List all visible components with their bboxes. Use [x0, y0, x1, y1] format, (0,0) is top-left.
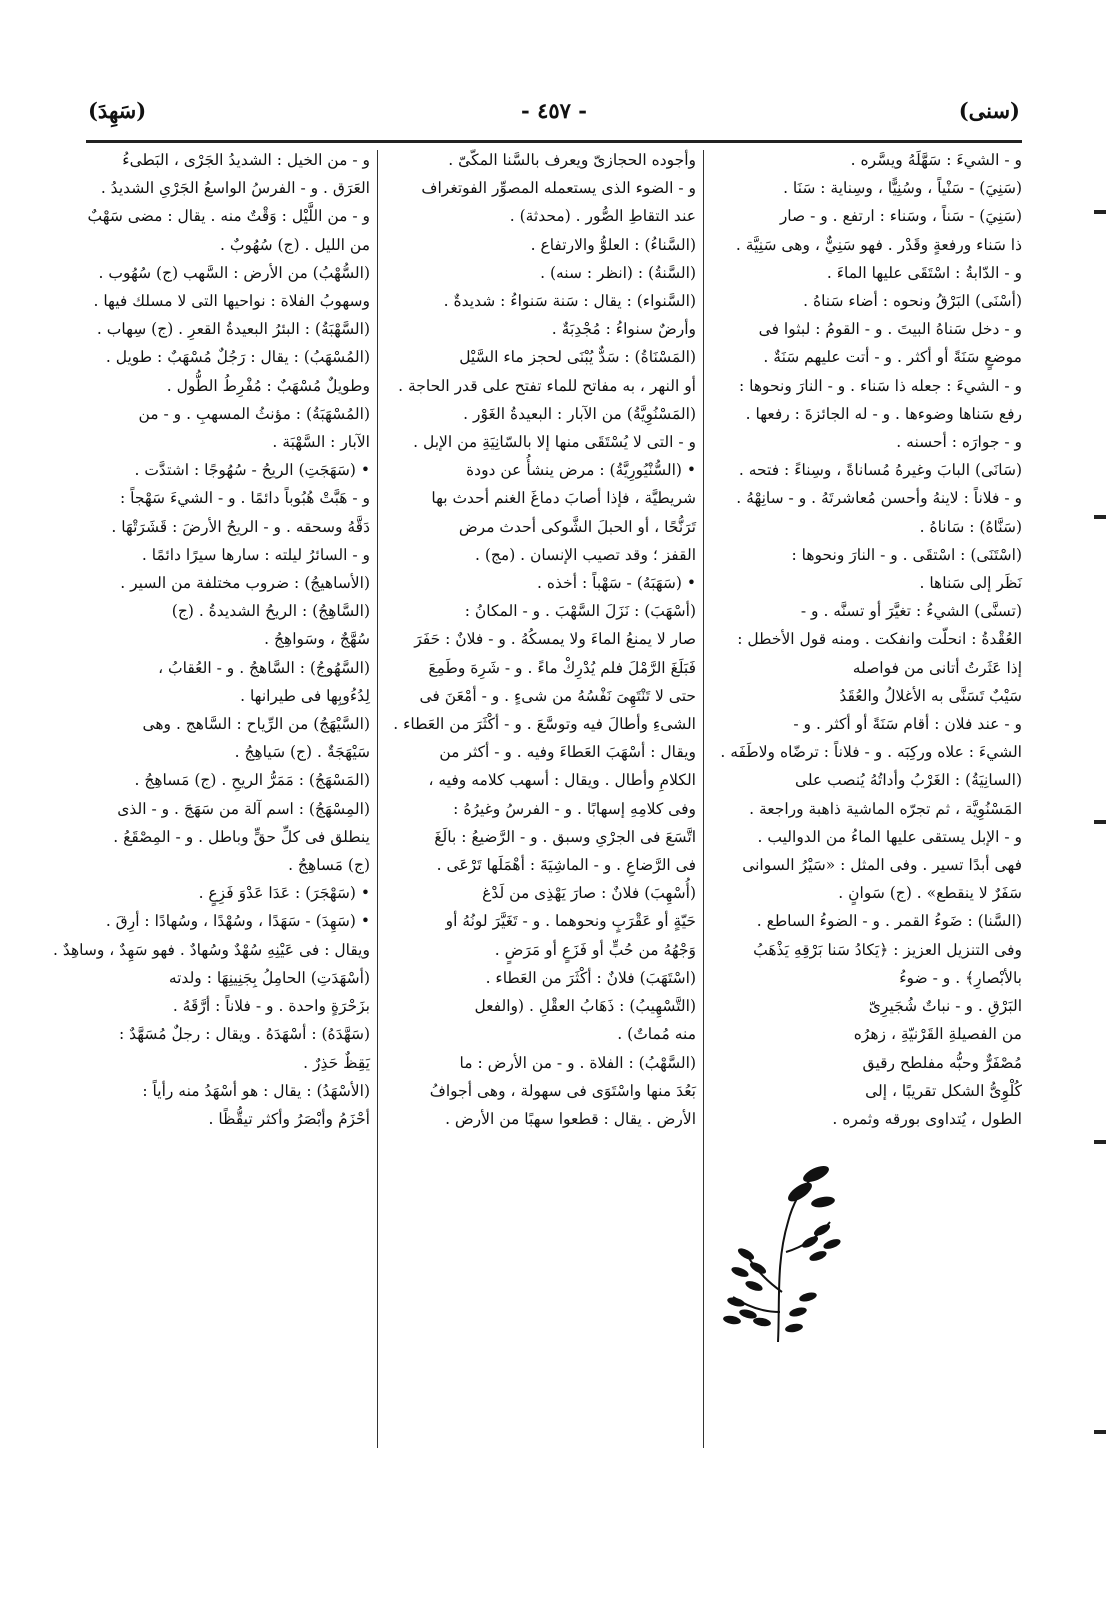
entry-line: (المِسْهَجُ) : اسم آلة من سَهَجَ . و - الذى [117, 799, 370, 818]
entry-line: و - الشيءَ : سَهَّلَهُ ويسَّره . [850, 151, 1022, 169]
margin-mark [1094, 1140, 1106, 1144]
entry-line: (سَانَى) البابَ وغيرهُ مُساناةً ، وسِناءً : فتحه . [738, 461, 1022, 480]
header-entry-start: (سنى) [958, 98, 1020, 123]
entry-line: أحْزَمُ وأبْصَرُ وأكثر تيقُّظًا . [208, 1109, 370, 1128]
entry-line: بالأبْصارِ﴾ . و - ضوءُ [899, 968, 1022, 987]
entry-line: إذا عَثَرتُ أتانى من فواصله [852, 658, 1022, 677]
entry-line: و - السائرُ ليلته : سارها سيرًا دائمًا . [141, 545, 370, 564]
entry-line: و - هَبَّتْ هُبُوباً دائمًا . و - الشيءَ سَهْجاً : [120, 489, 370, 508]
entry-line: موضعٍ سَنَةً أو أكثر . و - أتت عليهم سَنَةٌ . [763, 348, 1022, 367]
column-divider [703, 150, 704, 1448]
entry-line: (السُّهْبُ) من الأرض : السَّهب (ج) سُهُوب . [98, 263, 370, 282]
entry-line: (السَّيْهَجُ) من الرِّياح : السَّاهج . وهى [142, 715, 370, 734]
entry-line: من الفصيلةِ القَرْنيّةِ ، زهرُه [853, 1025, 1022, 1044]
entry-line: يَقِظٌ حَذِرٌ . [303, 1053, 370, 1072]
entry-line: عند التقاطِ الصُّور . (محدثة) . [509, 207, 696, 226]
entry-line: و - الشيءَ : جعله ذا سَناء . و - النارَ ونحوها : [738, 376, 1022, 395]
entry-line: وأرضٌ سنواءُ : مُجْدِبَةٌ . [551, 320, 696, 339]
entry-line: صار لا يمنعُ الماءَ ولا يمسكُهُ . و - فلانٌ : حَفَرَ [414, 630, 696, 649]
entry-line: المَسْنُوِيَّة ، ثم تجرّه الماشية ذاهبة وراجعة . [749, 799, 1022, 818]
entry-line: بَعُدَ منها واسْتَوَى فى سهولة ، وهى أجوافُ [429, 1081, 696, 1100]
entry-line: شريطيَّة ، فإذا أصابَ دماغَ الغنم أحدث بها [431, 489, 696, 508]
entry-line: (سَنَّاهُ) : سَاناهُ . [919, 517, 1022, 536]
entry-line: (الأسْهَدُ) : يقال : هو أسْهَدُ منه رأياً : [142, 1081, 370, 1100]
entry-line: • (سَهَجَتِ) الريحُ - سُهُوجًا : اشتدَّت . [134, 461, 370, 480]
entry-line: (أسْهَبَ) : نَزَلَ السَّهْبَ . و - المكانُ : [464, 602, 696, 621]
entry-line: (السَّنةُ) : (انظر : سنه) . [540, 263, 696, 282]
entry-line: سُهَّجٌ ، وسَواهِجُ . [264, 630, 370, 649]
entry-line: اتَّسَعَ فى الجرْىِ وسبق . و - الرَّضيعُ : بالَغَ [434, 827, 696, 846]
entry-line: (ج) مَساهِجُ . [288, 856, 370, 875]
entry-line: (تسنَّى) الشيءُ : تغيَّرَ أو تسنَّه . و - [800, 602, 1022, 621]
entry-line: (السانِيَةُ) : الغَرْبُ وأداتُهُ يُنصب على [794, 771, 1022, 790]
entry-line: وَجْهُهُ من حُبٍّ أو فَزَعٍ أو مَرَضٍ . [494, 940, 696, 959]
entry-line: و - الضوء الذى يستعمله المصوِّر الفوتغراف [421, 179, 696, 198]
column-right [710, 146, 1022, 1448]
entry-line: (أسْنَى) البَرْقُ ونحوه : أضاء سَناهُ . [803, 292, 1022, 311]
dictionary-columns [53, 146, 1022, 1448]
margin-mark [1094, 210, 1106, 214]
header-entry-end: (سَهِدَ) [88, 98, 147, 123]
entry-line: (سَهَّدَهُ) : أسْهَدَهُ . ويقال : رجلٌ مُسَهَّدٌ : [118, 1025, 370, 1044]
entry-line: (اسْتَهَبَ) فلانٌ : أكْثَرَ من العَطاء . [485, 968, 696, 987]
page-number: - ٤٥٧ - [521, 98, 587, 123]
entry-line: وأجوده الحجازىّ ويعرف بالسَّنا المكّىّ . [448, 151, 696, 169]
entry-line: رفع سَناها وضوءها . و - له الجائزةَ : رفعها . [745, 404, 1022, 423]
entry-line: البَرْقِ . و - نباتٌ شُجَيرِىّ [868, 997, 1022, 1016]
entry-line: (المُسْهَبَةُ) : مؤنثُ المسهبِ . و - من [138, 404, 370, 423]
entry-line: ينطلق فى كلِّ حقٍّ وباطل . و - المِصْقَعُ . [113, 827, 370, 846]
entry-line: ويقال : فى عَيْنِهِ سُهْدٌ وسُهادٌ . فهو سَهِدٌ ، وساهِدٌ . [53, 940, 370, 959]
entry-line: مُصْفَرٌّ وحبُّه مفلطح رقيق [862, 1053, 1022, 1072]
entry-line: و - دخل سَناهُ البيتَ . و - القومُ : لبثوا فى [758, 320, 1022, 339]
header-rule [86, 140, 1022, 143]
entry-line: و - التى لا يُسْتَقَى منها إلا بالسّانِيَةِ من الإبل . [413, 433, 696, 452]
entry-line: حتى لا تَنْتَهِىَ نَفْسُهُ من شىءٍ . و - أمْعَنَ فى [419, 686, 696, 705]
entry-line: الشيءَ : علاه وركِبَه . و - فلاناً : ترضّاه ولاطَفَه . [720, 743, 1022, 762]
entry-line: (السَّنا) : ضَوءُ القمر . و - الضوءُ الساطع . [756, 912, 1022, 931]
column-divider [377, 150, 378, 1448]
entry-line: منه مُماتٌ) . [617, 1025, 696, 1044]
entry-line: • (السُّنْيُورِيَّةُ) : مرض ينشأُ عن دودة [466, 461, 696, 480]
entry-line: ذا سَناء ورفعةٍ وقَدْر . فهو سَنِيٌّ ، وهى سَنِيَّة . [735, 235, 1022, 254]
entry-line: فى الرَّضاعِ . و - الماشِيَةَ : أهْمَلَها تَرْعَى . [436, 856, 696, 875]
page-header [88, 98, 1020, 138]
entry-line: (المَسْنَاةُ) : سَدٌّ يُبْنَى لحجز ماء السَّيْل [459, 348, 696, 367]
entry-line: و - فلاناً : لاينهُ وأحسن مُعاشرتَهُ . و - سانِهْهُ . [736, 489, 1022, 508]
entry-line: الأرض . يقال : قطعوا سهبًا من الأرض . [445, 1109, 696, 1128]
entry-line: (السَّهْبُ) : الفلاة . و - من الأرض : ما [459, 1053, 696, 1072]
entry-line: وفى التنزيل العزيز : ﴿يَكادُ سَنا بَرْقِهِ يَذْهَبُ [753, 940, 1022, 959]
entry-line: (سَنِيَ) - سَنْياً ، وسُنِيًّا ، وسِناية : سَنَا . [783, 179, 1022, 198]
entry-line: حَيّةٍ أو عَقْرَبٍ ونحوهما . و - تَغَيَّرَ لونُهُ أو [445, 912, 696, 931]
entry-line: و - جوارَه : أحسنه . [896, 433, 1022, 452]
entry-line: و - من الخيل : الشديدُ الجَرْى ، البَطىءُ [122, 151, 370, 169]
entry-line: بزَحْرَةٍ واحدة . و - فلاناً : أرَّقَهُ . [172, 997, 370, 1016]
entry-line: وطويلٌ مُسْهَبٌ : مُفْرِطُ الطُّول . [166, 376, 370, 395]
entry-line: القفز ؛ وقد تصيب الإنسان . (مج) . [474, 545, 696, 564]
entry-line: • (سَهْجَرَ) : عَدَا عَدْوَ فَزِعٍ . [198, 884, 370, 903]
entry-line: سَيْهَجَةٌ . (ج) سَياهِجُ . [234, 743, 370, 762]
entry-line: (الأساهيجُ) : ضروب مختلفة من السير . [120, 574, 370, 593]
entry-line: (السَّاهِجُ) : الريحُ الشديدةُ . (ج) [171, 602, 370, 621]
margin-mark [1094, 1430, 1106, 1434]
entry-line: الكلامِ وأطال . ويقال : أسهب كلامه وفيه ، [428, 771, 696, 790]
entry-line: أو النهر ، به مفاتح للماء تفتح على قدر الحاجة . [398, 376, 696, 395]
entry-line: (السَّهْبَةُ) : البئرُ البعيدةُ القعرِ . (ج) سِهاب . [96, 320, 370, 339]
entry-line: (سَنِيَ) - سَناً ، وسَناء : ارتفع . و - صار [779, 207, 1022, 226]
entry-line: (اسْتَنَى) : اسْتقَى . و - النارَ ونحوها : [791, 545, 1022, 564]
entry-line: و - من اللَّيْل : وَقْتٌ منه . يقال : مضى سَهْبٌ [87, 207, 370, 226]
entry-line: الشىءِ وأطالَ فيه وتوسَّعَ . و - أكْثَرَ من العَطاء . [393, 715, 696, 734]
entry-line: ويقال : أسْهَبَ العَطاءَ وفيه . و - أكثر من [439, 743, 696, 762]
column-middle [384, 146, 696, 1448]
entry-line: وسهوبُ الفلاة : نواحيها التى لا مسلك فيها . [93, 292, 370, 311]
entry-line: دَقَّهُ وسحقه . و - الريحُ الأرضَ : قَشَرَتْهَا . [111, 517, 370, 536]
entry-line: (السَّنواء) : يقال : سَنة سَنواءُ : شديدةٌ . [443, 292, 696, 311]
entry-line: تَرَنُّحًا ، أو الحبلَ الشَّوكى أحدث مرض [458, 517, 696, 536]
entry-line: (السَّهُوجُ) : السَّاهجُ . و - العُقابُ ، [158, 658, 370, 677]
margin-mark [1094, 515, 1106, 519]
entry-line: من الليل . (ج) سُهُوبٌ . [220, 235, 370, 254]
entry-line: • (سَهَبَهُ) - سَهْباً : أخذه . [537, 574, 696, 593]
entry-line: فَبَلَغَ الرَّمْلَ فلم يُدْرِكْ ماءً . و - شَرِهَ وطَمِعَ [428, 658, 696, 677]
entry-line: نَظَر إلى سَناها . [919, 574, 1022, 593]
entry-line: كُلْوِىُّ الشكل تقريبًا ، إلى [865, 1081, 1022, 1100]
entry-line: (المَسْهَجُ) : مَمَرُّ الريحِ . (ج) مَساهِجُ . [134, 771, 370, 790]
entry-line: الآبار : السَّهْبَة . [272, 433, 370, 452]
entry-line: العَرَق . و - الفرسُ الواسعُ الجَرْىِ الشديدُ . [100, 179, 370, 198]
entry-line: و - الدّابةُ : اسْتَقَى عليها الماءَ . [826, 263, 1022, 282]
entry-line: فهى أبدًا تسير . وفى المثل : «سَيْرُ السوانى [742, 856, 1022, 875]
entry-line: وفى كلامِهِ إسهابًا . و - الفرسُ وغيرُهُ : [453, 799, 696, 818]
entry-line: (المَسْنُوِيَّةُ) من الآبار : البعيدةُ الغَوْر . [463, 404, 696, 423]
entry-line: (المُسْهَبُ) : يقال : رَجُلٌ مُسْهَبٌ : طويل . [105, 348, 370, 367]
entry-line: الطول ، يُتداوى بورقه وثمره . [832, 1109, 1022, 1128]
entry-line: • (سَهِدَ) - سَهَدًا ، وسُهْدًا ، وسُهادًا : أرِقَ . [105, 912, 370, 931]
margin-mark [1094, 820, 1106, 824]
entry-line: (أسْهَدَتِ) الحامِلُ بِجَنِينِهَا : ولدته [168, 968, 370, 987]
entry-line: و - عند فلان : أقام سَنَةً أو أكثر . و - [793, 715, 1022, 734]
entry-line: العُقْدةُ : انحلّت وانفكت . ومنه قول الأخطل : [737, 630, 1022, 649]
entry-line: سَفَرٌ لا ينقطع» . (ج) سَوانٍ . [838, 884, 1022, 903]
entry-line: (السَّناءُ) : العلوُّ والارتفاع . [530, 235, 696, 254]
entry-line: (أُسْهِبَ) فلانٌ : صارَ يَهْذِى من لَدْغ [482, 884, 696, 903]
entry-line: و - الإبل يستقى عليها الماءُ من الدواليب . [757, 827, 1022, 846]
entry-line: لِدُءُوبِها فى طيرانها . [240, 686, 370, 705]
column-left [53, 146, 370, 1448]
entry-line: (التَّسْهِيبُ) : ذَهَابُ العقْلِ . (والفعل [474, 997, 696, 1016]
entry-line: سَيْبٌ تَسَنَّى به الأغلالُ والعُقَدُ [839, 686, 1022, 705]
